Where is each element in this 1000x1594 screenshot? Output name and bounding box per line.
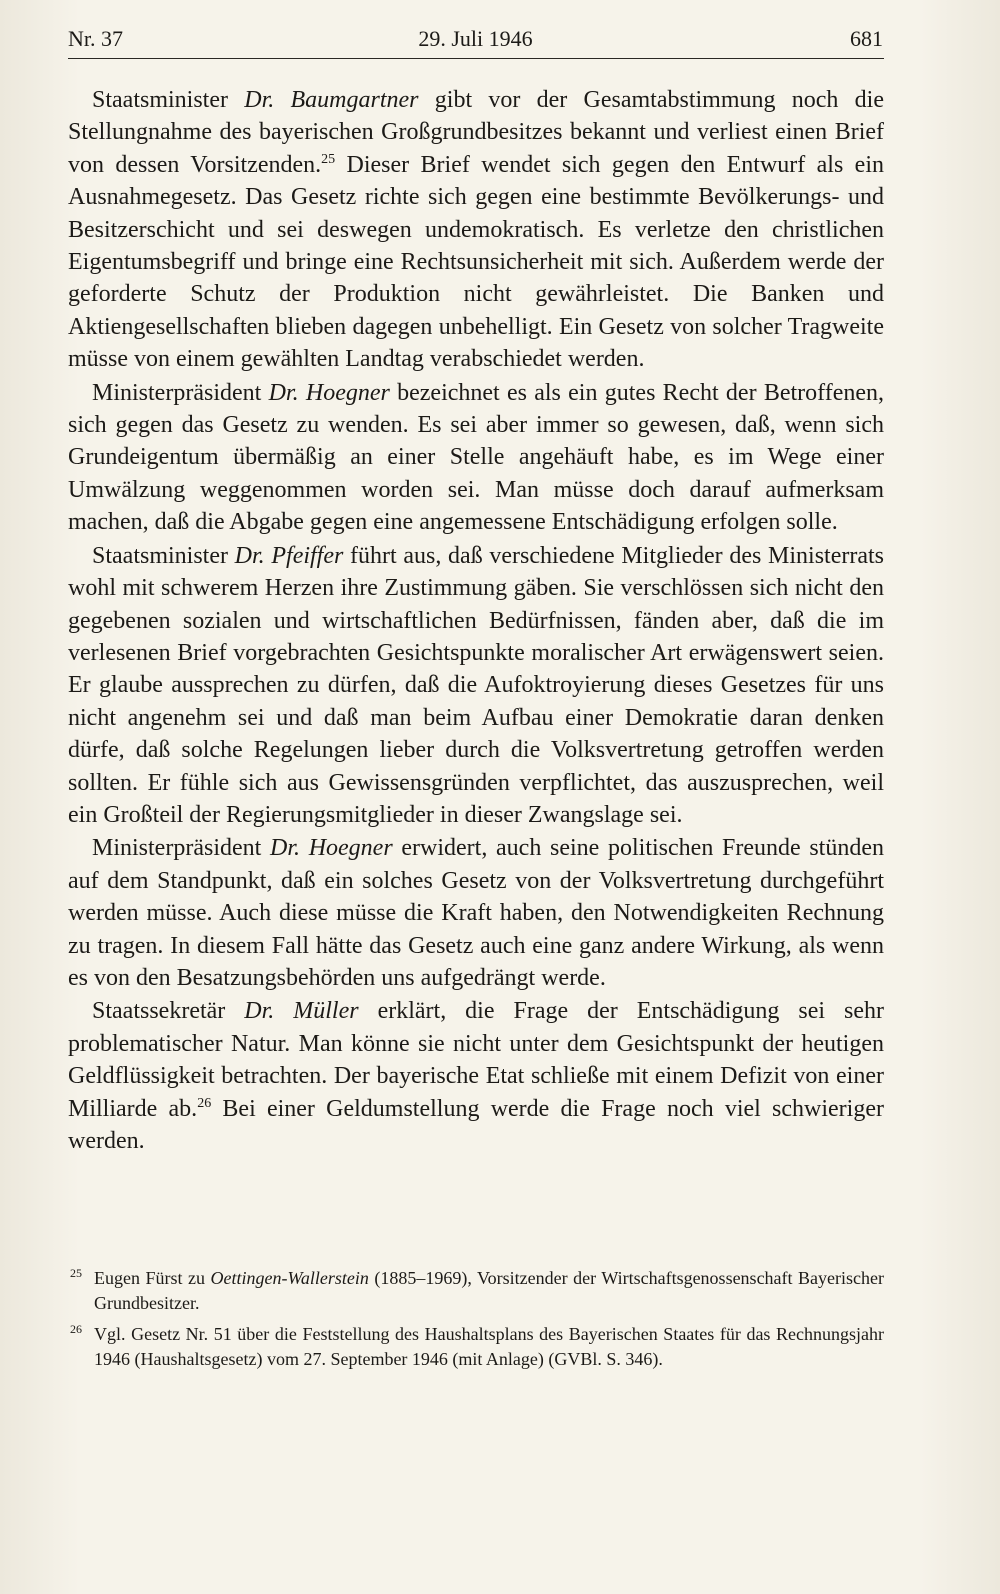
footnote-number: 26 [70,1322,82,1336]
paragraph-text: erklärt, die Frage der Entschädigung sei sehr problematischer Natur. Man könne sie nicht unter dem Gesichtspunkt der heutigen Geldflüssigkeit betrachten. Der bayerische Etat schließe mit einem Defizit von einer Milliarde ab. [68,998,884,1122]
speaker-title: Ministerpräsident [92,835,270,862]
footnote-text: Eugen Fürst zu [94,1268,211,1288]
speaker-title: Staatssekretär [92,998,245,1025]
footnotes [68,1266,884,1378]
issue-number: Nr. 37 [68,26,123,51]
page-number: 681 [850,26,883,51]
footnote-ref: 25 [321,151,336,167]
footnote-25 [68,1266,884,1316]
paragraph-hoegner-1 [68,377,884,539]
running-header [68,22,883,56]
speaker-name: Dr. Müller [244,998,359,1025]
footnote-name: Oettingen-Wallerstein [210,1268,369,1288]
speaker-title: Staatsminister [92,542,235,569]
footnote-26 [68,1322,884,1372]
paragraph-text: Dieser Brief wendet sich gegen den Entwurf als ein Ausnahmegesetz. Das Gesetz richte sich gegen eine bestimmte Bevölkerungs- und Besitzerschicht und sei deswegen undemokratisch. Es verletze den christlichen Eigentumsbegriff und bringe eine Rechtsunsicherheit mit sich. Außerdem werde der geforderte Schutz der Produktion nicht gewährleistet. Die Banken und Aktiengesellschaften blieben dagegen unbehelligt. Ein Gesetz von solcher Tragweite müsse von einem gewählten Landtag verabschiedet werden. [68,151,884,373]
footnote-text: (1885–1969), Vorsitzender der Wirtschaftsgenossenschaft Bayerischer Grundbesitzer. [94,1268,885,1313]
speaker-name: Dr. Pfeiffer [234,542,344,569]
paragraph-pfeiffer [68,540,884,832]
speaker-name: Dr. Baumgartner [244,87,419,113]
body-text [68,84,884,1157]
header-date: 29. Juli 1946 [418,26,533,51]
paragraph-text: bezeichnet es als ein gutes Recht der Betroffenen, sich gegen das Gesetz zu wenden. Es sei aber immer so gewesen, daß, wenn sich Grundeigentum übermäßig an einer Stelle angehäuft habe, es im Wege einer Umwälzung weggenommen worden sei. Man müsse doch darauf aufmerksam machen, daß die Abgabe gegen eine angemessene Entschädigung erfolgen solle. [68,379,884,536]
paragraph-text: führt aus, daß verschiedene Mitglieder des Ministerrats wohl mit schwerem Herzen ihre Zustimmung gäben. Sie verschlössen sich nicht den gegebenen sozialen und wirtschaftlichen Bedürfnissen, fänden aber, daß die im verlesenen Brief vorgebrachten Gesichtspunkte moralischer Art erwägenswert seien. Er glaube aussprechen zu dürfen, daß die Aufoktroyierung dieses Gesetzes für uns nicht angenehm sei und daß man beim Aufbau einer Demokratie daran denken dürfe, daß solche Regelungen lieber durch die Volksvertretung getroffen werden sollten. Er fühle sich aus Gewissensgründen verpflichtet, das auszusprechen, weil ein Großteil der Regierungsmitglieder in dieser Zwangslage sei. [68,542,884,828]
paragraph-text: erwidert, auch seine politischen Freunde stünden auf dem Standpunkt, daß ein solches Gesetz von der Volksvertretung durchgeführt werden müsse. Auch diese müsse die Kraft haben, den Notwendigkeiten Rechnung zu tragen. In diesem Fall hätte das Gesetz auch eine ganz andere Wirkung, als wenn es von den Besatzungsbehörden uns aufgedrängt werde. [68,835,884,991]
paragraph-hoegner-2 [68,832,884,994]
footnote-text: Vgl. Gesetz Nr. 51 über die Feststellung des Haushaltsplans des Bayerischen Staates für das Rechnungsjahr 1946 (Haushaltsgesetz) vom 27. September 1946 (mit Anlage) (GVBl. S. 346). [94,1324,884,1369]
speaker-title: Ministerpräsident [92,379,269,406]
speaker-title: Staatsminister [92,87,245,113]
speaker-name: Dr. Hoegner [270,835,393,862]
paragraph-baumgartner [68,84,884,376]
footnote-ref: 26 [197,1095,212,1111]
paragraph-text: Bei einer Geldumstellung werde die Frage noch viel schwieriger werden. [68,1095,884,1154]
header-rule [68,58,884,59]
speaker-name: Dr. Hoegner [268,379,390,406]
paragraph-mueller [68,995,884,1157]
paragraph-text: gibt vor der Gesamtabstimmung noch die Stellungnahme des bayerischen Großgrundbesitzes bekannt und verliest einen Brief von dessen Vorsitzenden. [68,87,884,178]
footnote-number: 25 [70,1266,82,1280]
